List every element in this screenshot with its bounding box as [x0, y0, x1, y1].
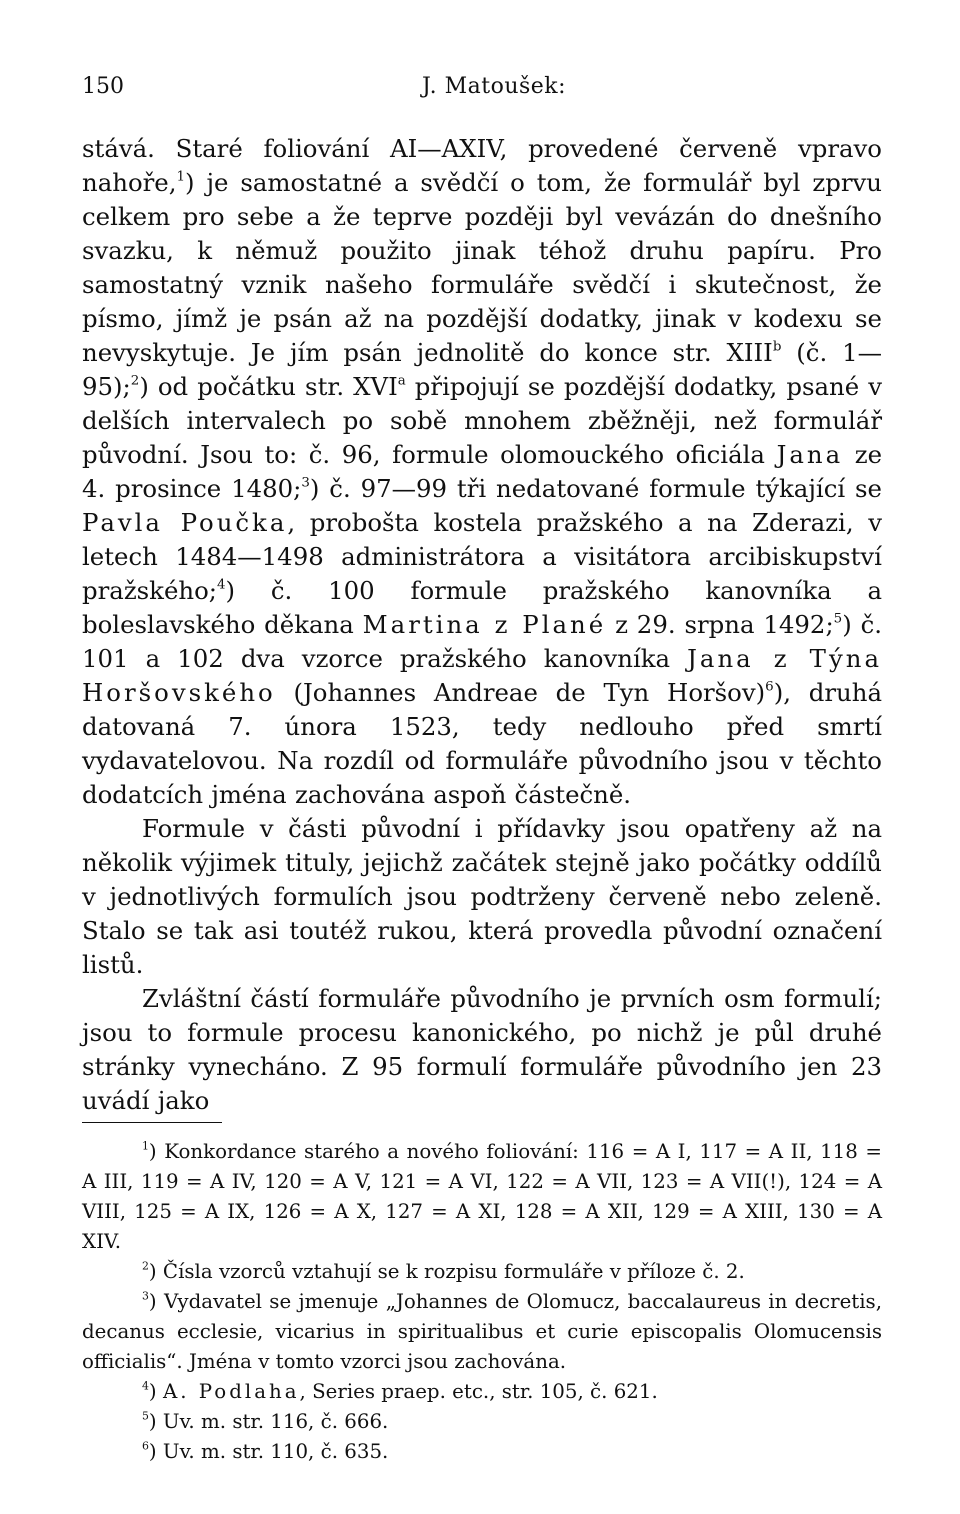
footnote-5: $^5$) Uv. m. str. 116, č. 666.: [142, 1409, 389, 1433]
footnote-mark: 4: [142, 1379, 149, 1393]
footnote-4: $^4$) A. Podlaha, Series praep. etc., str. 105, č. 621.: [142, 1379, 658, 1403]
paragraph-1: stává. Staré foliování AI—AXIV, provedené červeně vpravo nahoře,$^1$) je samostatné a svědčí o tom, že formulář byl zprvu celkem pro sebe a že teprve později byl vevázán do dnešního svazku, k němuž použito jinak téhož druhu papíru. Pro samostatný vznik našeho formuláře svědčí i skutečnost, že písmo, jímž je psán až na pozdější dodatky, jinak v kodexu se nevyskytuje. Je jím psán jednolitě do konce str. XIII$^b$ (č. 1—95);$^2$) od počátku str. XVI$^a$ připojují se pozdější dodatky, psané v delších intervalech po sobě mnohem zběžněji, než formulář původní. Jsou to: č. 96, formule olomouckého oficiála Jana ze 4. prosince 1480;$^3$) č. 97—99 tři nedatované formule týkající se Pavla Poučka, probošta kostela pražského a na Zderazi, v letech 1484—1498 administrátora a visitátora arcibiskupství pražského;$^4$) č. 100 formule pražského kanovníka a boleslavského děkana Martina z Plané z 29. srpna 1492;$^5$) č. 101 a 102 dva vzorce pražského kanovníka Jana z Týna Horšovského (Johannes Andreae de Tyn Horšov)$^6$), druhá datovaná 7. února 1523, tedy nedlouho před smrtí vydavatelovou. Na rozdíl od formuláře původního jsou v těchto dodatcích jména zachována aspoň částečně.: [82, 134, 883, 809]
spaced-name: Jana z Týna Horšovského: [82, 644, 882, 707]
paragraph-2: Formule v části původní i přídavky jsou opatřeny až na několik výjimek tituly, jejichž začátek stejně jako počátky oddílů v jednotlivých formulích jsou podtrženy červeně nebo zeleně. Stalo se tak asi toutéž rukou, která provedla původní označení listů.: [82, 814, 882, 979]
footnote-3: $^3$) Vydavatel se jmenuje „Johannes de Olomucz, baccalaureus in decretis, decanus ecclesie, vicarius in spiritualibus et curie episcopalis Olomucensis officialis“. Jména v tomto vzorci jsou zachována.: [82, 1289, 882, 1373]
spaced-name: Martina z Plané: [362, 610, 607, 639]
superscript-letter: b: [772, 339, 782, 355]
footnote-6: $^6$) Uv. m. str. 110, č. 635.: [142, 1439, 389, 1463]
footnote-ref: 1: [176, 169, 186, 185]
footnote-mark: 3: [142, 1289, 149, 1303]
footnote-ref: 6: [765, 679, 774, 695]
footnote-ref: 2: [130, 373, 140, 389]
footnote-mark: 1: [142, 1139, 149, 1153]
spaced-name: Pavla Poučka: [82, 508, 288, 537]
footnote-separator: [82, 1122, 222, 1123]
main-text: [82, 132, 882, 1118]
footnote-ref: 3: [301, 475, 310, 491]
superscript-letter: a: [397, 373, 406, 389]
footnote-2: $^2$) Čísla vzorců vztahují se k rozpisu formuláře v příloze č. 2.: [142, 1259, 745, 1283]
footnote-ref: 4: [217, 577, 226, 593]
page-header: [82, 66, 882, 110]
footnote-mark: 5: [142, 1409, 149, 1423]
footnotes: [82, 1137, 882, 1467]
footnote-mark: 2: [142, 1259, 149, 1273]
paragraph-3: Zvláštní částí formuláře původního je prvních osm formulí; jsou to formule procesu kanonického, po nichž je půl druhé stránky vynecháno. Z 95 formulí formuláře původního jen 23 uvádí jako: [82, 984, 882, 1115]
footnote-ref: 5: [833, 611, 843, 627]
page-number: 150: [82, 74, 124, 99]
book-page: [82, 66, 882, 1467]
footnote-mark: 6: [142, 1439, 149, 1453]
running-head: J. Matoušek:: [422, 74, 567, 99]
spaced-author: A. Podlaha: [162, 1380, 300, 1403]
spaced-name: Jana: [776, 440, 844, 469]
footnote-1: $^1$) Konkordance starého a nového foliování: 116 = A I, 117 = A II, 118 = A III, 119 = A IV, 120 = A V, 121 = A VI, 122 = A VII, 123 = A VII(!), 124 = A VIII, 125 = A IX, 126 = A X, 127 = A XI, 128 = A XII, 129 = A XIII, 130 = A XIV.: [82, 1139, 882, 1253]
